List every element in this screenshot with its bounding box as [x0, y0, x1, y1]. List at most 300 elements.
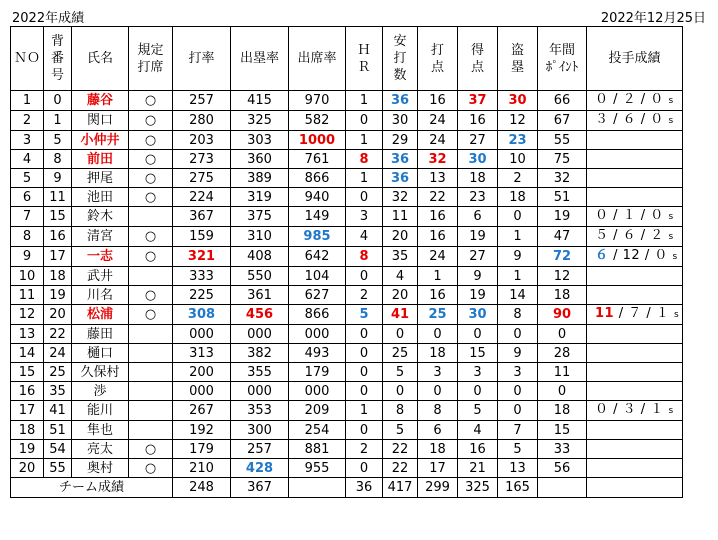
- cell-obp: 355: [231, 363, 289, 382]
- cell-name: 前田: [72, 150, 129, 169]
- cell-num: 41: [44, 401, 72, 421]
- cell-sb: 13: [498, 459, 538, 478]
- cell-sb: 30: [498, 91, 538, 111]
- cell-obp: 415: [231, 91, 289, 111]
- cell-name: 松浦: [72, 305, 129, 325]
- cell-pitch: [587, 305, 683, 325]
- cell-hits: 25: [383, 344, 418, 363]
- cell-att: 642: [289, 247, 346, 267]
- cell-pts: 18: [538, 401, 587, 421]
- cell-obp: 389: [231, 169, 289, 188]
- cell-att: 866: [289, 305, 346, 325]
- cell-qual: [129, 344, 173, 363]
- pitch-record: ５ / ６ / ２: [595, 228, 664, 243]
- cell-name: 藤田: [72, 325, 129, 344]
- cell-sb: 2: [498, 169, 538, 188]
- col-hits-header: 安 打 数: [383, 27, 418, 91]
- cell-num: 5: [44, 131, 72, 150]
- col-avg-header: 打率: [173, 27, 231, 91]
- cell-num: 0: [44, 91, 72, 111]
- cell-sb: 0: [498, 401, 538, 421]
- cell-rbi: 13: [418, 169, 458, 188]
- cell-avg: 367: [173, 207, 231, 227]
- pitch-record: ０ / １ / ０: [595, 208, 664, 223]
- cell-hr: 0: [346, 267, 383, 286]
- cell-no: 15: [11, 363, 44, 382]
- cell-rbi: 16: [418, 207, 458, 227]
- cell-hits: 5: [383, 363, 418, 382]
- col-obp-header: 出塁率: [231, 27, 289, 91]
- cell-hr: 0: [346, 325, 383, 344]
- cell-rbi: 25: [418, 305, 458, 325]
- cell-no: 9: [11, 247, 44, 267]
- report-date: 2022年12月25日: [600, 11, 706, 26]
- cell-no: 11: [11, 286, 44, 305]
- cell-pitch: [587, 401, 683, 421]
- cell-avg: 321: [173, 247, 231, 267]
- cell-qual: [129, 363, 173, 382]
- cell-pts: 18: [538, 286, 587, 305]
- pitch-record: 11 / ７ / １: [595, 306, 670, 321]
- cell-runs: 21: [458, 459, 498, 478]
- pitch-unit: s: [668, 212, 674, 222]
- cell-hr: 2: [346, 440, 383, 459]
- cell-num: 17: [44, 247, 72, 267]
- cell-no: 18: [11, 421, 44, 440]
- cell-pts: 0: [538, 382, 587, 401]
- cell-sb: 0: [498, 325, 538, 344]
- cell-hits: 30: [383, 111, 418, 131]
- cell-runs: 3: [458, 363, 498, 382]
- cell-pitch: [587, 91, 683, 111]
- cell-sb: 1: [498, 267, 538, 286]
- cell-runs: 16: [458, 111, 498, 131]
- cell-att: 493: [289, 344, 346, 363]
- cell-sb: 12: [498, 111, 538, 131]
- cell-att: 104: [289, 267, 346, 286]
- cell-sb: 14: [498, 286, 538, 305]
- cell-obp: 319: [231, 188, 289, 207]
- cell-avg: 179: [173, 440, 231, 459]
- cell-obp: 428: [231, 459, 289, 478]
- cell-qual: [129, 325, 173, 344]
- table-row: [11, 344, 683, 363]
- table-row: [11, 363, 683, 382]
- cell-name: 押尾: [72, 169, 129, 188]
- cell-runs: 5: [458, 401, 498, 421]
- cell-runs: 9: [458, 267, 498, 286]
- cell-avg: 275: [173, 169, 231, 188]
- col-attendance-header: 出席率: [289, 27, 346, 91]
- cell-runs: 23: [458, 188, 498, 207]
- cell-qual: [129, 401, 173, 421]
- table-row: [11, 305, 683, 325]
- cell-avg: 224: [173, 188, 231, 207]
- cell-qual: ○: [129, 247, 173, 267]
- cell-pts: 67: [538, 111, 587, 131]
- cell-name: 藤谷: [72, 91, 129, 111]
- cell-no: 7: [11, 207, 44, 227]
- cell-sb: 9: [498, 247, 538, 267]
- cell-avg: 000: [173, 325, 231, 344]
- pitch-unit: s: [668, 116, 674, 126]
- team-total-row: [11, 478, 683, 498]
- table-row: [11, 325, 683, 344]
- cell-hr: 8: [346, 247, 383, 267]
- pitch-record: ３ / ６ / ０: [595, 112, 664, 127]
- cell-num: 20: [44, 305, 72, 325]
- cell-pitch: [587, 169, 683, 188]
- cell-runs: 19: [458, 286, 498, 305]
- col-hr-header: Ｈ Ｒ: [346, 27, 383, 91]
- table-row: [11, 111, 683, 131]
- table-row: [11, 440, 683, 459]
- stats-table: [10, 26, 683, 498]
- cell-num: 9: [44, 169, 72, 188]
- pitch-record: ０ / ３ / １: [595, 402, 664, 417]
- cell-no: 4: [11, 150, 44, 169]
- table-row: [11, 247, 683, 267]
- cell-no: 2: [11, 111, 44, 131]
- team-att: [289, 478, 346, 498]
- cell-name: 能川: [72, 401, 129, 421]
- cell-hits: 22: [383, 459, 418, 478]
- cell-att: 1000: [289, 131, 346, 150]
- cell-num: 25: [44, 363, 72, 382]
- cell-sb: 18: [498, 188, 538, 207]
- cell-avg: 267: [173, 401, 231, 421]
- cell-hits: 36: [383, 150, 418, 169]
- col-name-header: 氏名: [72, 27, 129, 91]
- cell-no: 14: [11, 344, 44, 363]
- cell-obp: 325: [231, 111, 289, 131]
- cell-name: 奥村: [72, 459, 129, 478]
- cell-num: 8: [44, 150, 72, 169]
- cell-runs: 0: [458, 382, 498, 401]
- cell-name: 池田: [72, 188, 129, 207]
- cell-avg: 210: [173, 459, 231, 478]
- cell-pts: 12: [538, 267, 587, 286]
- cell-hr: 0: [346, 111, 383, 131]
- cell-name: 鈴木: [72, 207, 129, 227]
- cell-no: 20: [11, 459, 44, 478]
- cell-hits: 0: [383, 382, 418, 401]
- cell-obp: 360: [231, 150, 289, 169]
- cell-pts: 32: [538, 169, 587, 188]
- cell-avg: 273: [173, 150, 231, 169]
- cell-hr: 1: [346, 91, 383, 111]
- cell-att: 149: [289, 207, 346, 227]
- cell-hr: 1: [346, 401, 383, 421]
- cell-att: 866: [289, 169, 346, 188]
- cell-obp: 000: [231, 382, 289, 401]
- cell-qual: [129, 382, 173, 401]
- cell-qual: ○: [129, 188, 173, 207]
- cell-hr: 2: [346, 286, 383, 305]
- cell-hr: 5: [346, 305, 383, 325]
- cell-sb: 8: [498, 305, 538, 325]
- cell-obp: 456: [231, 305, 289, 325]
- cell-runs: 27: [458, 247, 498, 267]
- team-pts: [538, 478, 587, 498]
- cell-num: 16: [44, 227, 72, 247]
- cell-hr: 0: [346, 363, 383, 382]
- table-row: [11, 150, 683, 169]
- cell-num: 15: [44, 207, 72, 227]
- cell-num: 55: [44, 459, 72, 478]
- cell-obp: 361: [231, 286, 289, 305]
- cell-hits: 29: [383, 131, 418, 150]
- cell-att: 000: [289, 382, 346, 401]
- cell-hr: 0: [346, 344, 383, 363]
- cell-pitch: [587, 227, 683, 247]
- cell-avg: 333: [173, 267, 231, 286]
- cell-obp: 257: [231, 440, 289, 459]
- cell-hits: 20: [383, 286, 418, 305]
- cell-name: 川名: [72, 286, 129, 305]
- cell-pitch: [587, 111, 683, 131]
- cell-hr: 4: [346, 227, 383, 247]
- cell-avg: 000: [173, 382, 231, 401]
- col-sb-header: 盗 塁: [498, 27, 538, 91]
- cell-qual: ○: [129, 131, 173, 150]
- cell-name: 樋口: [72, 344, 129, 363]
- cell-runs: 19: [458, 227, 498, 247]
- cell-sb: 3: [498, 363, 538, 382]
- cell-no: 1: [11, 91, 44, 111]
- cell-sb: 9: [498, 344, 538, 363]
- table-row: [11, 91, 683, 111]
- cell-pitch: [587, 421, 683, 440]
- cell-hits: 22: [383, 440, 418, 459]
- cell-name: 武井: [72, 267, 129, 286]
- cell-att: 761: [289, 150, 346, 169]
- cell-no: 5: [11, 169, 44, 188]
- cell-qual: ○: [129, 459, 173, 478]
- cell-avg: 200: [173, 363, 231, 382]
- table-row: [11, 421, 683, 440]
- cell-no: 8: [11, 227, 44, 247]
- table-row: [11, 401, 683, 421]
- cell-att: 000: [289, 325, 346, 344]
- col-runs-header: 得 点: [458, 27, 498, 91]
- cell-rbi: 0: [418, 325, 458, 344]
- cell-runs: 0: [458, 325, 498, 344]
- cell-runs: 27: [458, 131, 498, 150]
- pitch-unit: s: [674, 310, 680, 320]
- cell-att: 985: [289, 227, 346, 247]
- cell-rbi: 24: [418, 131, 458, 150]
- cell-num: 1: [44, 111, 72, 131]
- cell-runs: 16: [458, 440, 498, 459]
- report-title: 2022年成績: [12, 11, 85, 26]
- cell-rbi: 3: [418, 363, 458, 382]
- cell-sb: 1: [498, 227, 538, 247]
- cell-obp: 000: [231, 325, 289, 344]
- cell-no: 16: [11, 382, 44, 401]
- cell-qual: ○: [129, 91, 173, 111]
- cell-avg: 313: [173, 344, 231, 363]
- pitch-unit: s: [672, 252, 678, 262]
- cell-hits: 0: [383, 325, 418, 344]
- cell-hits: 36: [383, 169, 418, 188]
- cell-obp: 303: [231, 131, 289, 150]
- cell-pitch: [587, 325, 683, 344]
- cell-hr: 0: [346, 188, 383, 207]
- cell-obp: 550: [231, 267, 289, 286]
- cell-att: 955: [289, 459, 346, 478]
- pitch-unit: s: [668, 96, 674, 106]
- cell-no: 12: [11, 305, 44, 325]
- pitch-record: ６ / 12 / ０: [595, 248, 668, 263]
- cell-rbi: 8: [418, 401, 458, 421]
- cell-runs: 30: [458, 305, 498, 325]
- cell-num: 18: [44, 267, 72, 286]
- cell-num: 51: [44, 421, 72, 440]
- cell-avg: 192: [173, 421, 231, 440]
- col-qualified-header: 規定 打席: [129, 27, 173, 91]
- cell-rbi: 16: [418, 286, 458, 305]
- cell-runs: 4: [458, 421, 498, 440]
- cell-pitch: [587, 247, 683, 267]
- cell-qual: [129, 421, 173, 440]
- team-pitch: [587, 478, 683, 498]
- cell-sb: 10: [498, 150, 538, 169]
- cell-pitch: [587, 440, 683, 459]
- cell-no: 17: [11, 401, 44, 421]
- team-sb: 165: [498, 478, 538, 498]
- cell-pts: 75: [538, 150, 587, 169]
- cell-num: 35: [44, 382, 72, 401]
- cell-avg: 159: [173, 227, 231, 247]
- table-row: [11, 169, 683, 188]
- cell-rbi: 18: [418, 440, 458, 459]
- cell-name: 小仲井: [72, 131, 129, 150]
- cell-att: 627: [289, 286, 346, 305]
- cell-name: 清宮: [72, 227, 129, 247]
- cell-no: 13: [11, 325, 44, 344]
- cell-obp: 353: [231, 401, 289, 421]
- cell-qual: [129, 267, 173, 286]
- cell-num: 22: [44, 325, 72, 344]
- cell-qual: ○: [129, 150, 173, 169]
- cell-pts: 11: [538, 363, 587, 382]
- cell-rbi: 17: [418, 459, 458, 478]
- col-number-header: 背 番 号: [44, 27, 72, 91]
- cell-pts: 56: [538, 459, 587, 478]
- cell-pts: 28: [538, 344, 587, 363]
- cell-hr: 0: [346, 382, 383, 401]
- cell-name: 久保村: [72, 363, 129, 382]
- cell-sb: 23: [498, 131, 538, 150]
- cell-rbi: 0: [418, 382, 458, 401]
- cell-no: 10: [11, 267, 44, 286]
- cell-hits: 8: [383, 401, 418, 421]
- cell-qual: ○: [129, 286, 173, 305]
- cell-sb: 5: [498, 440, 538, 459]
- cell-hr: 0: [346, 421, 383, 440]
- cell-hr: 3: [346, 207, 383, 227]
- cell-pts: 72: [538, 247, 587, 267]
- cell-rbi: 32: [418, 150, 458, 169]
- cell-num: 19: [44, 286, 72, 305]
- cell-rbi: 6: [418, 421, 458, 440]
- table-row: [11, 227, 683, 247]
- cell-hits: 35: [383, 247, 418, 267]
- table-row: [11, 131, 683, 150]
- cell-att: 179: [289, 363, 346, 382]
- cell-obp: 382: [231, 344, 289, 363]
- cell-qual: ○: [129, 305, 173, 325]
- cell-sb: 0: [498, 207, 538, 227]
- cell-name: 亮太: [72, 440, 129, 459]
- table-row: [11, 382, 683, 401]
- cell-num: 54: [44, 440, 72, 459]
- cell-pitch: [587, 363, 683, 382]
- col-no-header: ＮＯ: [11, 27, 44, 91]
- cell-hr: 0: [346, 459, 383, 478]
- cell-sb: 7: [498, 421, 538, 440]
- cell-hits: 5: [383, 421, 418, 440]
- cell-pts: 19: [538, 207, 587, 227]
- cell-num: 11: [44, 188, 72, 207]
- cell-hits: 4: [383, 267, 418, 286]
- cell-pitch: [587, 188, 683, 207]
- cell-hr: 1: [346, 131, 383, 150]
- cell-pts: 0: [538, 325, 587, 344]
- cell-att: 582: [289, 111, 346, 131]
- team-obp: 367: [231, 478, 289, 498]
- cell-name: 渉: [72, 382, 129, 401]
- cell-pitch: [587, 267, 683, 286]
- cell-no: 19: [11, 440, 44, 459]
- cell-pts: 15: [538, 421, 587, 440]
- cell-name: 一志: [72, 247, 129, 267]
- cell-runs: 37: [458, 91, 498, 111]
- cell-runs: 30: [458, 150, 498, 169]
- cell-pitch: [587, 382, 683, 401]
- cell-pitch: [587, 207, 683, 227]
- table-row: [11, 188, 683, 207]
- cell-pitch: [587, 459, 683, 478]
- cell-rbi: 16: [418, 91, 458, 111]
- cell-hits: 11: [383, 207, 418, 227]
- cell-qual: ○: [129, 169, 173, 188]
- cell-att: 881: [289, 440, 346, 459]
- cell-pitch: [587, 131, 683, 150]
- cell-runs: 15: [458, 344, 498, 363]
- cell-pts: 55: [538, 131, 587, 150]
- team-avg: 248: [173, 478, 231, 498]
- cell-avg: 203: [173, 131, 231, 150]
- cell-runs: 6: [458, 207, 498, 227]
- cell-rbi: 18: [418, 344, 458, 363]
- cell-pitch: [587, 150, 683, 169]
- cell-att: 940: [289, 188, 346, 207]
- col-rbi-header: 打 点: [418, 27, 458, 91]
- cell-pts: 33: [538, 440, 587, 459]
- cell-hr: 8: [346, 150, 383, 169]
- table-row: [11, 267, 683, 286]
- cell-pitch: [587, 344, 683, 363]
- cell-avg: 257: [173, 91, 231, 111]
- cell-num: 24: [44, 344, 72, 363]
- team-rbi: 299: [418, 478, 458, 498]
- cell-hits: 36: [383, 91, 418, 111]
- team-hits: 417: [383, 478, 418, 498]
- team-total-label: チーム成績: [11, 478, 173, 498]
- pitch-record: ０ / ２ / ０: [595, 92, 664, 107]
